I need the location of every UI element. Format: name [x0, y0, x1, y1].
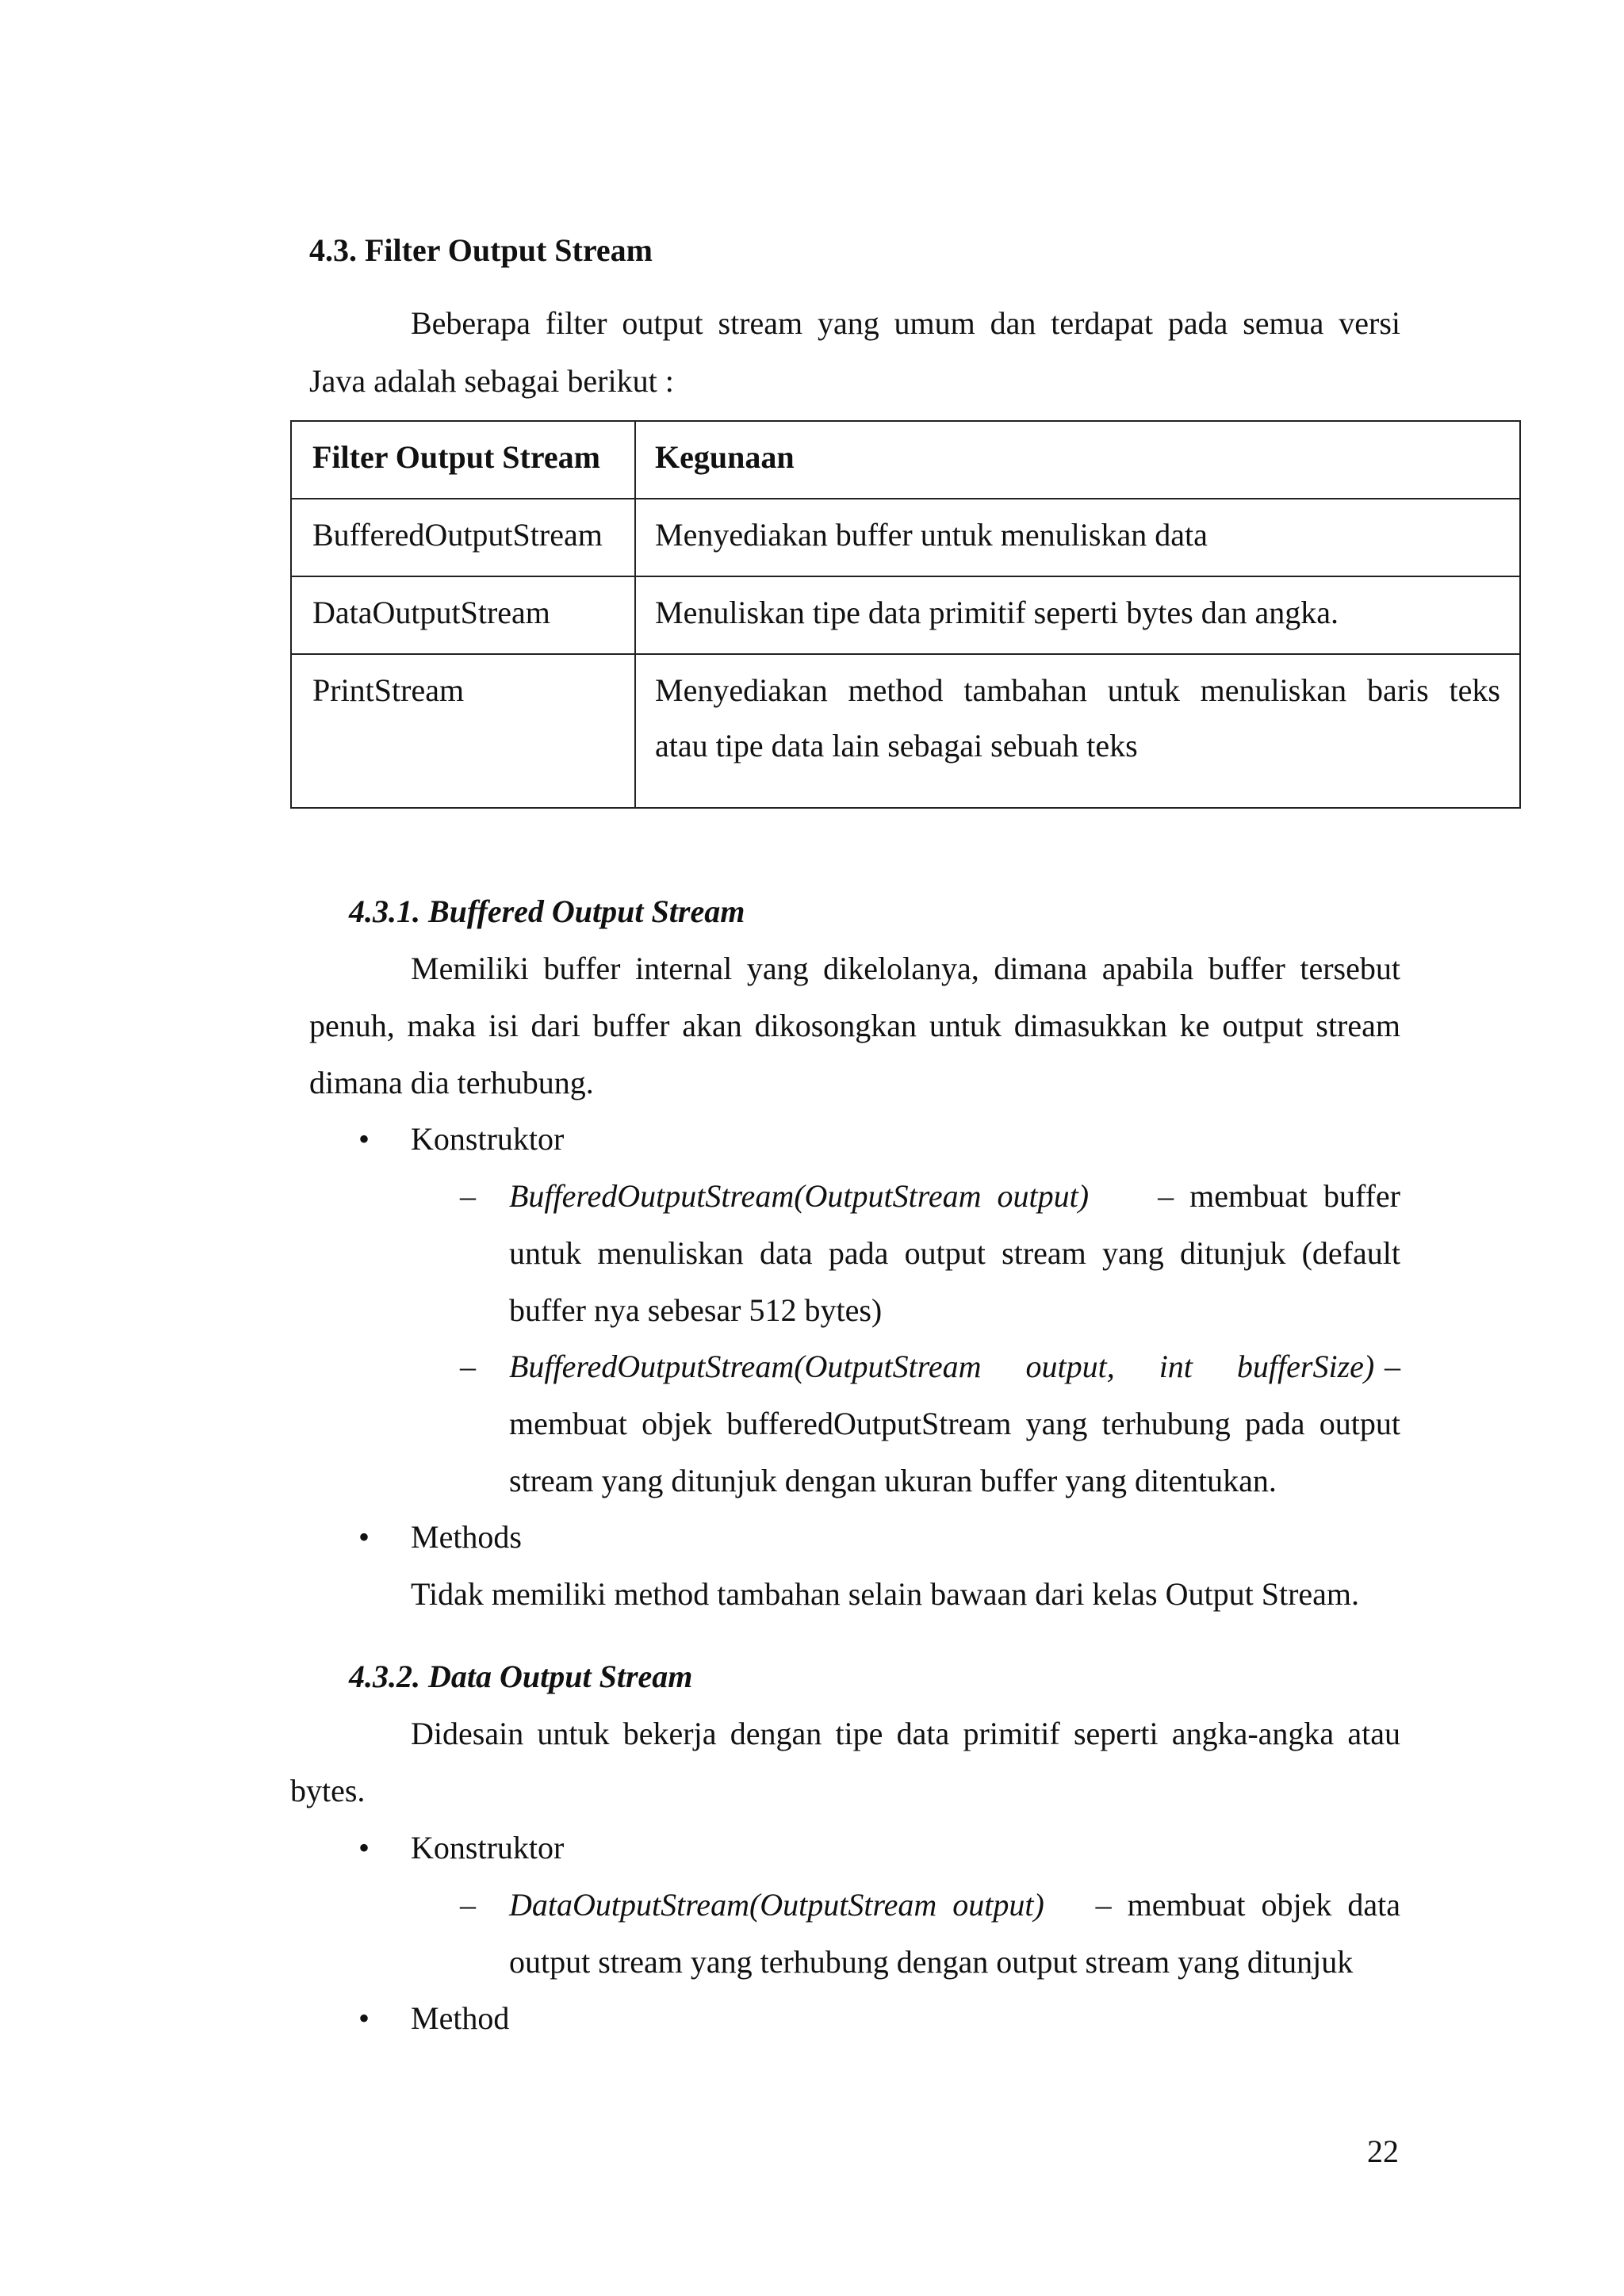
s432-c1-line-2: output stream yang terhubung dengan output stream yang ditunjuk — [509, 1944, 1354, 1980]
bullet-icon: • — [358, 1519, 370, 1555]
s431-para-line-1: Memiliki buffer internal yang dikelolanya, dimana apabila buffer tersebut — [411, 951, 1400, 986]
cell-stream-name: DataOutputStream — [291, 576, 635, 654]
constructor-desc: – membuat objek data — [1095, 1887, 1400, 1923]
s431-c2-line-2: membuat objek bufferedOutputStream yang terhubung pada output — [509, 1406, 1400, 1441]
dash-icon: – — [460, 1349, 476, 1384]
dash-icon: – — [460, 1178, 476, 1214]
s431-c2-line-3: stream yang ditunjuk dengan ukuran buffer yang ditentukan. — [509, 1463, 1277, 1498]
constructor-desc: – membuat buffer — [1158, 1178, 1400, 1214]
s431-constructor-1 — [509, 1177, 1400, 1215]
bullet-icon: • — [358, 1121, 370, 1157]
header-cell: Filter Output Stream — [291, 421, 635, 499]
filter-output-stream-table — [290, 420, 1521, 809]
cell-stream-use: Menyediakan buffer untuk menuliskan data — [635, 499, 1520, 576]
s431-bullet-konstruktor: Konstruktor — [411, 1121, 565, 1157]
intro-line-1: Beberapa filter output stream yang umum dan terdapat pada semua versi — [411, 305, 1400, 341]
table-row — [291, 499, 1520, 576]
dash-icon: – — [460, 1887, 476, 1923]
header-cell: Kegunaan — [635, 421, 1520, 499]
section-heading: 4.3. Filter Output Stream — [309, 232, 653, 268]
s432-bullet-method: Method — [411, 2000, 510, 2036]
table-row — [291, 654, 1520, 808]
s431-constructor-2 — [509, 1348, 1400, 1385]
intro-line-2: Java adalah sebagai berikut : — [309, 363, 674, 399]
s432-constructor-1 — [509, 1886, 1400, 1923]
subsection-heading-432: 4.3.2. Data Output Stream — [349, 1659, 693, 1694]
cell-stream-use — [635, 654, 1520, 808]
s431-para-line-3: dimana dia terhubung. — [309, 1065, 594, 1100]
table-row — [291, 576, 1520, 654]
page-number: 22 — [1367, 2133, 1399, 2169]
s431-c1-line-3: buffer nya sebesar 512 bytes) — [509, 1292, 883, 1328]
s431-c1-line-2: untuk menuliskan data pada output stream yang ditunjuk (default — [509, 1235, 1400, 1271]
bullet-icon: • — [358, 1830, 370, 1866]
table-header-row — [291, 421, 1520, 499]
s432-para-line-2: bytes. — [290, 1773, 366, 1808]
s431-bullet-methods: Methods — [411, 1519, 522, 1555]
cell-use-line-2: atau tipe data lain sebagai sebuah teks — [655, 728, 1138, 763]
s432-para-line-1: Didesain untuk bekerja dengan tipe data primitif seperti angka-angka atau — [411, 1716, 1400, 1751]
s432-bullet-konstruktor: Konstruktor — [411, 1830, 565, 1866]
cell-use-line-1: Menyediakan method tambahan untuk menuliskan baris teks — [655, 672, 1500, 708]
constructor-desc: – — [1385, 1349, 1400, 1384]
subsection-heading-431: 4.3.1. Buffered Output Stream — [349, 894, 745, 929]
constructor-signature: BufferedOutputStream(OutputStream output) — [509, 1178, 1090, 1214]
s431-para-line-2: penuh, maka isi dari buffer akan dikosongkan untuk dimasukkan ke output stream — [309, 1008, 1400, 1043]
constructor-signature: BufferedOutputStream(OutputStream output, int bufferSize) — [509, 1349, 1375, 1384]
cell-stream-name: BufferedOutputStream — [291, 499, 635, 576]
bullet-icon: • — [358, 2000, 370, 2036]
cell-stream-use: Menuliskan tipe data primitif seperti bytes dan angka. — [635, 576, 1520, 654]
s431-methods-text: Tidak memiliki method tambahan selain bawaan dari kelas Output Stream. — [411, 1576, 1360, 1612]
cell-stream-name: PrintStream — [291, 654, 635, 808]
constructor-signature: DataOutputStream(OutputStream output) — [509, 1887, 1044, 1923]
